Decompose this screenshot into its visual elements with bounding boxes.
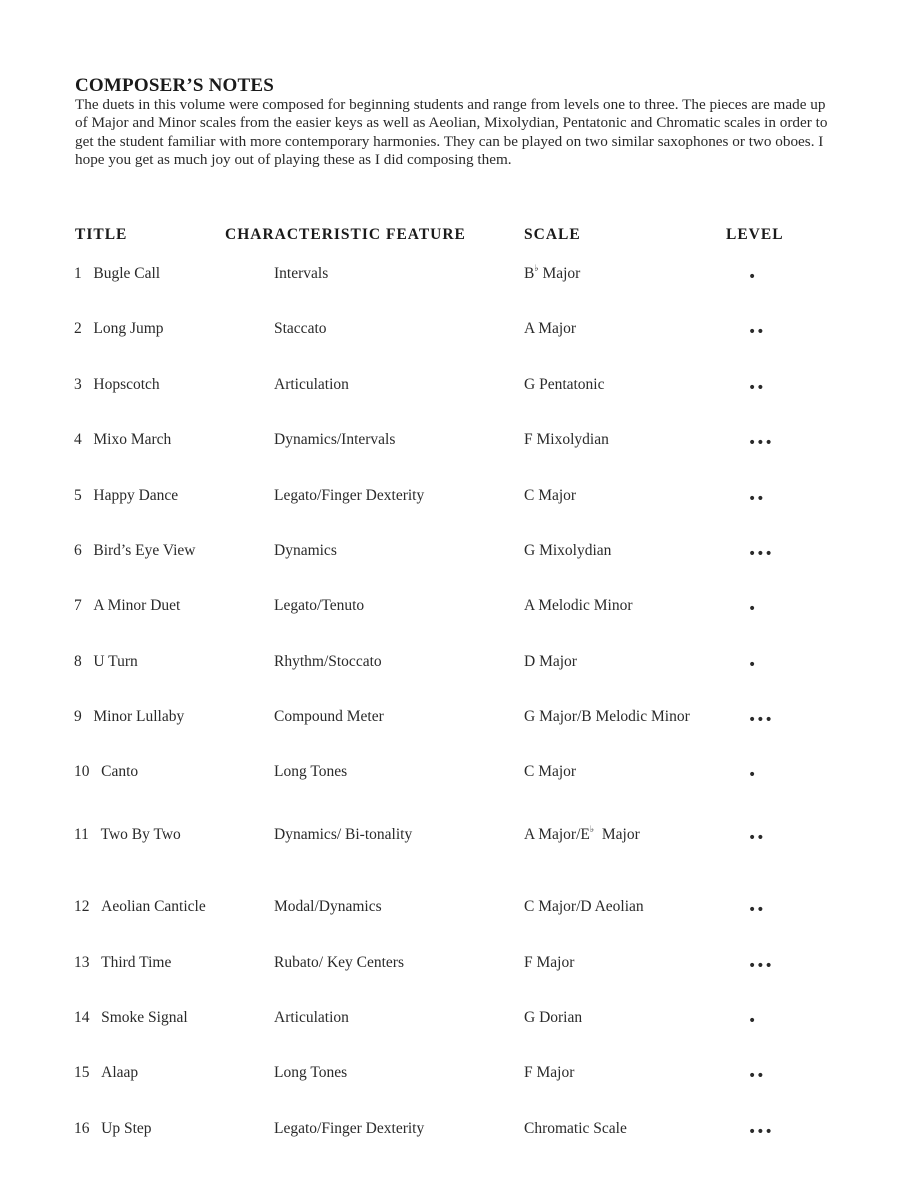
piece-number-title [74, 265, 160, 283]
piece-feature: Long Tones [274, 1064, 348, 1081]
piece-number-title [74, 954, 171, 972]
piece-scale: A Melodic Minor [524, 597, 633, 614]
piece-number-title [74, 1009, 188, 1027]
piece-scale: G Pentatonic [524, 376, 605, 393]
piece-number-title [74, 597, 180, 615]
piece-number-title [74, 431, 171, 449]
piece-title: A Minor Duet [93, 597, 181, 614]
piece-title: Third Time [101, 954, 172, 971]
piece-feature: Dynamics [274, 542, 337, 559]
table-row [0, 1009, 900, 1033]
piece-title: U Turn [93, 653, 138, 670]
piece-scale: G Major/B Melodic Minor [524, 708, 690, 725]
piece-scale: F Major [524, 1064, 575, 1081]
table-row [0, 265, 900, 289]
piece-title: Canto [101, 763, 139, 780]
piece-number-title [74, 826, 181, 844]
table-row [0, 763, 900, 787]
piece-number-title [74, 487, 178, 505]
piece-feature: Staccato [274, 320, 327, 337]
scale-text: Major [594, 826, 640, 843]
piece-feature: Legato/Finger Dexterity [274, 1120, 425, 1137]
piece-title: Two By Two [100, 826, 181, 843]
piece-number-title [74, 898, 206, 916]
level-dots: •• [748, 324, 765, 340]
piece-number: 10 [74, 763, 90, 780]
column-header-title: TITLE [75, 226, 128, 243]
piece-title: Bugle Call [93, 265, 161, 282]
piece-number: 7 [74, 597, 82, 614]
piece-feature: Dynamics/ Bi-tonality [274, 826, 413, 843]
piece-feature: Rhythm/Stoccato [274, 653, 382, 670]
piece-number: 1 [74, 265, 82, 282]
piece-number: 11 [74, 826, 89, 843]
level-dots: •• [748, 491, 765, 507]
piece-scale: Chromatic Scale [524, 1120, 627, 1137]
piece-feature: Compound Meter [274, 708, 384, 725]
piece-number-title [74, 708, 184, 726]
piece-number: 5 [74, 487, 82, 504]
piece-feature: Legato/Tenuto [274, 597, 365, 614]
piece-number: 3 [74, 376, 82, 393]
piece-scale: D Major [524, 653, 577, 670]
table-row [0, 826, 900, 850]
piece-scale: C Major [524, 487, 577, 504]
page-title: COMPOSER’S NOTES [75, 75, 275, 96]
piece-feature: Legato/Finger Dexterity [274, 487, 425, 504]
table-row [0, 708, 900, 732]
piece-feature: Long Tones [274, 763, 348, 780]
piece-scale [524, 826, 640, 844]
piece-feature: Dynamics/Intervals [274, 431, 396, 448]
piece-title: Alaap [101, 1064, 139, 1081]
intro-paragraph: The duets in this volume were composed for beginning students and range from levels one to three. The pieces are made up of Major and Minor scales from the easier keys as well as Aeolian, Mixolydian, Pentatonic and Chromatic scales in order to get the student familiar with more contemporary harmonies. They can be played on two similar saxophones or two oboes. I hope you get as much joy out of playing these as I did composing them. [75, 96, 828, 169]
table-row [0, 653, 900, 677]
level-dots: ••• [748, 712, 773, 728]
piece-number-title [74, 1120, 152, 1138]
scale-text: Major [538, 265, 581, 282]
level-dots: • [748, 1013, 757, 1029]
level-dots: •• [748, 830, 765, 846]
column-header-level: LEVEL [726, 226, 784, 243]
piece-title: Happy Dance [93, 487, 179, 504]
piece-number-title [74, 320, 164, 338]
table-row [0, 898, 900, 922]
column-header-scale: SCALE [524, 226, 581, 243]
table-row [0, 320, 900, 344]
table-row [0, 597, 900, 621]
table-row [0, 487, 900, 511]
piece-scale: G Dorian [524, 1009, 583, 1026]
level-dots: ••• [748, 546, 773, 562]
piece-title: Up Step [101, 1120, 152, 1137]
piece-number: 4 [74, 431, 82, 448]
piece-number: 8 [74, 653, 82, 670]
column-header-feature: CHARACTERISTIC FEATURE [225, 226, 466, 243]
piece-scale: A Major [524, 320, 577, 337]
table-row [0, 954, 900, 978]
level-dots: ••• [748, 958, 773, 974]
table-row [0, 376, 900, 400]
piece-feature: Articulation [274, 376, 349, 393]
scale-text: A Major/E [524, 826, 590, 843]
piece-scale: C Major [524, 763, 577, 780]
piece-number: 13 [74, 954, 90, 971]
flat-sign: ♭ [589, 824, 595, 834]
piece-number: 9 [74, 708, 82, 725]
level-dots: •• [748, 1068, 765, 1084]
piece-number-title [74, 653, 138, 671]
piece-title: Aeolian Canticle [101, 898, 206, 915]
piece-title: Smoke Signal [101, 1009, 188, 1026]
piece-scale [524, 265, 580, 283]
piece-number: 12 [74, 898, 90, 915]
piece-feature: Intervals [274, 265, 329, 282]
table-row [0, 431, 900, 455]
piece-feature: Modal/Dynamics [274, 898, 382, 915]
level-dots: ••• [748, 435, 773, 451]
level-dots: • [748, 269, 757, 285]
piece-number-title [74, 763, 138, 781]
piece-feature: Articulation [274, 1009, 349, 1026]
table-row [0, 542, 900, 566]
level-dots: ••• [748, 1124, 773, 1140]
table-row [0, 1064, 900, 1088]
level-dots: •• [748, 902, 765, 918]
piece-title: Minor Lullaby [93, 708, 185, 725]
piece-title: Hopscotch [93, 376, 160, 393]
piece-number-title [74, 542, 195, 560]
level-dots: • [748, 657, 757, 673]
piece-number: 15 [74, 1064, 90, 1081]
piece-scale: C Major/D Aeolian [524, 898, 644, 915]
level-dots: • [748, 767, 757, 783]
piece-title: Long Jump [93, 320, 164, 337]
piece-number: 6 [74, 542, 82, 559]
piece-title: Mixo March [93, 431, 172, 448]
piece-number-title [74, 1064, 138, 1082]
piece-title: Bird’s Eye View [93, 542, 196, 559]
level-dots: •• [748, 380, 765, 396]
scale-text: B [524, 265, 535, 282]
piece-scale: F Mixolydian [524, 431, 609, 448]
table-row [0, 1120, 900, 1144]
level-dots: • [748, 601, 757, 617]
piece-feature: Rubato/ Key Centers [274, 954, 405, 971]
piece-scale: F Major [524, 954, 575, 971]
piece-number-title [74, 376, 160, 394]
piece-scale: G Mixolydian [524, 542, 612, 559]
piece-number: 14 [74, 1009, 90, 1026]
flat-sign: ♭ [534, 263, 539, 273]
piece-number: 16 [74, 1120, 90, 1137]
piece-number: 2 [74, 320, 82, 337]
